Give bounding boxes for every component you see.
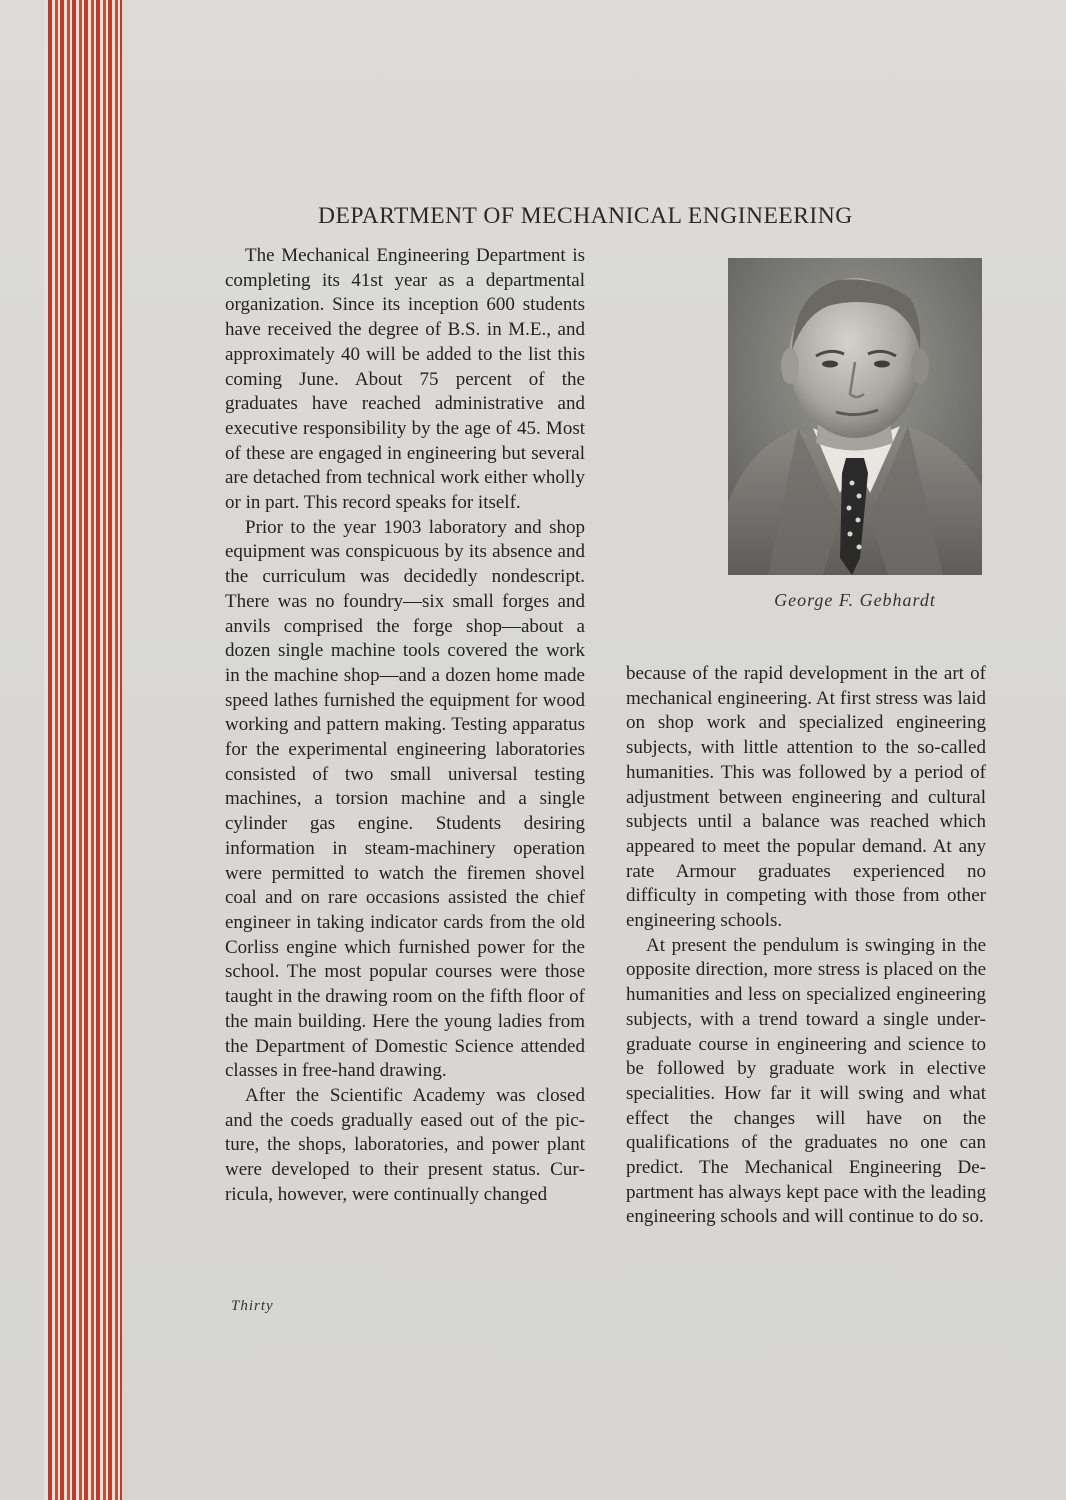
paragraph: The Mechanical Engineering Department is completing its 41st year as a departmental organization. Since its inception 600 students have received the degree of B.S. in M.E., and approximately 40 will be added to the list this coming June. About 75 percent of the graduates have reached administrative and executive responsibility by the age of 45. Most of these are engaged in engineering but several are detached from technical work either wholly or in part. This record speaks for itself.: [225, 245, 585, 514]
text-column-left: [225, 244, 585, 1207]
portrait-caption: George F. Gebhardt: [774, 590, 936, 610]
paragraph: because of the rapid development in the art of mechanical engineering. At first stress was laid on shop work and specialized engineering subjects, with little attention to the so-called humanities. This was followed by a period of adjustment between engineering and cultural subjects until a balance was reached which appeared to meet the popular demand. At any rate Armour graduates experienced no difficulty in competing with those from other engineering schools.: [626, 663, 986, 932]
page-title: DEPARTMENT OF MECHANICAL ENGINEERING: [318, 203, 853, 229]
portrait-photo: [728, 258, 982, 575]
decorative-stripe-band: [48, 0, 122, 1500]
portrait-image: [728, 258, 982, 575]
paragraph: Prior to the year 1903 laboratory and shop equipment was conspicuous by its absence and the curriculum was decidedly nondescript. There was no foundry—six small forges and anvils comprised the forge shop—about a dozen single machine tools covered the work in the machine shop—and a dozen home made speed lathes furnished the equipment for wood working and pattern making. Testing apparatus for the experimental engineering laboratories consisted of two small universal testing machines, a torsion machine and a single cylinder gas engine. Students desiring information in steam-machinery operation were permitted to watch the firemen shovel coal and on rare occasions assisted the chief engineer in taking indicator cards from the old Corliss engine which furnished power for the school. The most popular courses were those taught in the drawing room on the fifth floor of the main building. Here the young ladies from the Department of Domestic Science attended classes in free-hand drawing.: [225, 516, 585, 1082]
text-column-right: [626, 662, 986, 1230]
paragraph: At present the pendulum is swinging in the opposite direction, more stress is placed on the humanities and less on specialized engineering subjects, with a trend toward a single under-graduate course in engineering and science to be followed by graduate work in elective specialities. How far it will swing and what effect the changes will have on the qualifications of the graduates no one can predict. The Mechanical Engineering Department has always kept pace with the leading engineering schools and will continue to do so.: [626, 934, 986, 1228]
paragraph: After the Scientific Academy was closed and the coeds gradually eased out of the picture, the shops, laboratories, and power plant were developed to their present status. Curricula, however, were continually changed: [225, 1084, 585, 1205]
page-number: Thirty: [231, 1298, 274, 1314]
